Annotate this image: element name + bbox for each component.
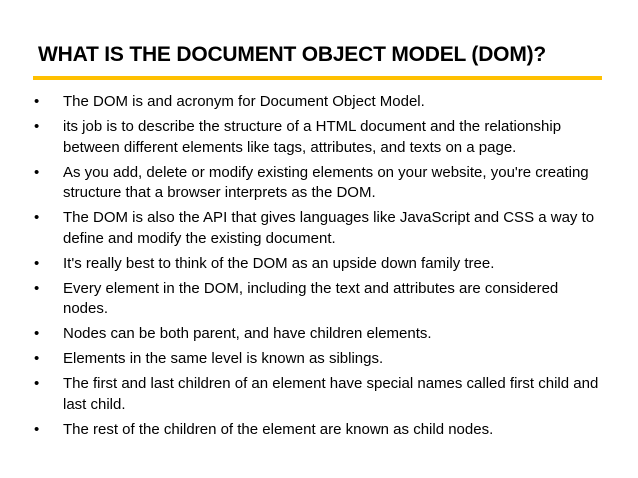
bullet-item (34, 349, 604, 370)
bullet-dot: • (34, 325, 40, 342)
bullet-text: As you add, delete or modify existing elements on your website, you're creating structure that a browser interprets as the DOM. (63, 163, 589, 201)
bullet-item (34, 374, 604, 415)
bullet-dot: • (34, 93, 40, 110)
bullet-list (34, 92, 604, 445)
bullet-dot: • (34, 420, 40, 438)
bullet-dot: • (34, 254, 40, 272)
bullet-item (34, 420, 604, 441)
bullet-item (34, 208, 604, 249)
bullet-item (34, 117, 604, 158)
bullet-dot: • (34, 350, 40, 367)
slide-title: WHAT IS THE DOCUMENT OBJECT MODEL (DOM)? (38, 43, 547, 66)
bullet-dot: • (34, 163, 40, 181)
bullet-item (34, 254, 604, 275)
bullet-item (34, 279, 604, 320)
bullet-text: The first and last children of an element have special names called first child and last child. (63, 375, 599, 413)
bullet-text: Every element in the DOM, including the text and attributes are considered nodes. (63, 279, 559, 317)
bullet-item (34, 324, 604, 345)
bullet-dot: • (34, 118, 40, 135)
bullet-text: The DOM is and acronym for Document Object Model. (63, 93, 425, 110)
bullet-item (34, 92, 604, 113)
bullet-text: The DOM is also the API that gives languages like JavaScript and CSS a way to define and modify the existing document. (63, 209, 595, 247)
bullet-item (34, 163, 604, 204)
title-underline (33, 76, 602, 80)
bullet-dot: • (34, 279, 40, 297)
bullet-text: It's really best to think of the DOM as an upside down family tree. (63, 254, 495, 272)
bullet-text: Nodes can be both parent, and have children elements. (63, 325, 432, 342)
bullet-text: Elements in the same level is known as siblings. (63, 350, 384, 367)
bullet-dot: • (34, 209, 40, 226)
bullet-dot: • (34, 375, 40, 392)
bullet-text: The rest of the children of the element are known as child nodes. (63, 420, 494, 438)
bullet-text: its job is to describe the structure of a HTML document and the relationship between different elements like tags, attributes, and texts on a page. (63, 118, 562, 156)
